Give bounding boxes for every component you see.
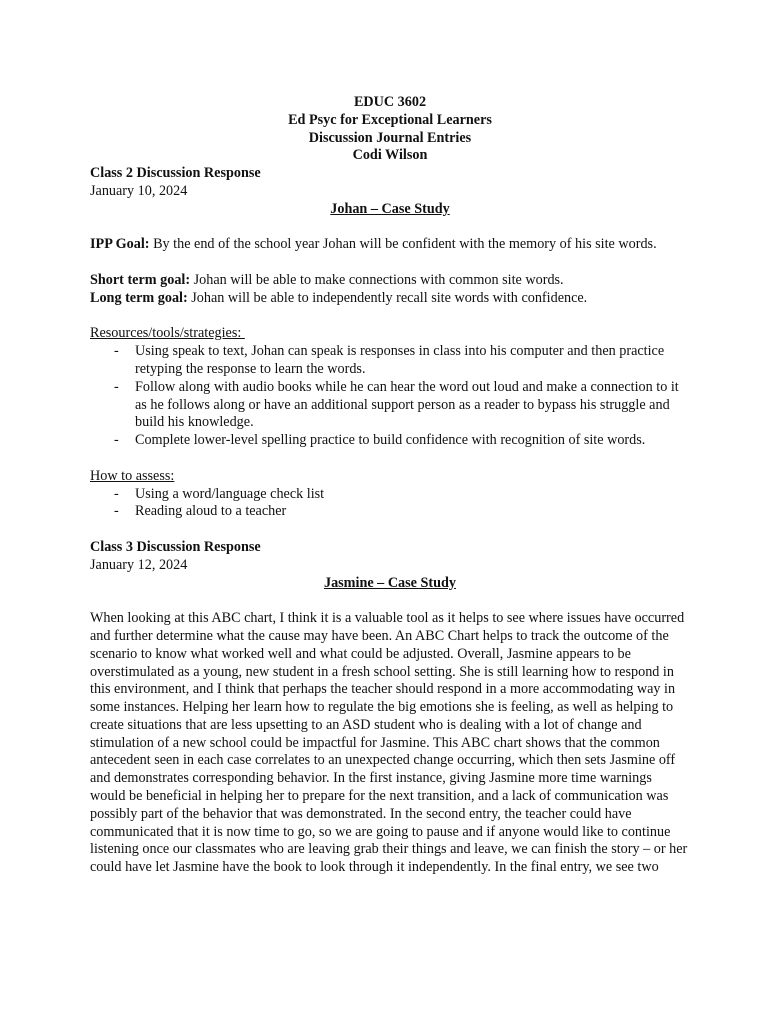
short-term-goal-text: Johan will be able to make connections with common site words. — [190, 271, 564, 288]
document-content — [90, 94, 690, 877]
long-term-goal — [90, 290, 690, 308]
document-title: Discussion Journal Entries — [308, 129, 472, 146]
assess-label: How to assess: — [90, 467, 175, 484]
class2-case-title: Johan – Case Study — [330, 200, 450, 217]
ipp-goal — [90, 236, 690, 254]
long-term-goal-text: Johan will be able to independently recall site words with confidence. — [187, 289, 588, 306]
list-item: - Complete lower-level spelling practice to build confidence with recognition of site words. — [90, 432, 690, 450]
list-item: - Using speak to text, Johan can speak is responses in class into his computer and then practice retyping the response to learn the words. — [90, 343, 690, 379]
class2-heading: Class 2 Discussion Response — [90, 165, 261, 182]
course-title: Ed Psyc for Exceptional Learners — [288, 111, 492, 128]
author-name: Codi Wilson — [352, 147, 428, 164]
class3-case-title: Jasmine – Case Study — [323, 574, 457, 591]
assess-list — [90, 486, 690, 522]
ipp-goal-label: IPP Goal: — [90, 236, 150, 253]
list-item: - Follow along with audio books while he can hear the word out loud and make a connection to it as he follows along or have an additional support person as a reader to bypass his struggle and build his knowledge. — [90, 379, 690, 432]
resources-label: Resources/tools/strategies: — [90, 325, 245, 342]
class3-heading: Class 3 Discussion Response — [90, 538, 261, 555]
course-code: EDUC 3602 — [353, 94, 427, 110]
list-item: - Reading aloud to a teacher — [90, 503, 690, 521]
class3-paragraph: When looking at this ABC chart, I think it is a valuable tool as it helps to see where issues have occurred and further determine what the cause may have been. An ABC Chart helps to track the outcome of the scenario to know what worked well and what could be adjusted. Overall, Jasmine appears to be overstimulated as a young, new student in a fresh school setting. She is still learning how to respond in this environment, and I think that perhaps the teacher should respond in a more accommodating way in some instances. Helping her learn how to regulate the big emotions she is feeling, as well as helping to create situations that are less upsetting to an ASD student who is dealing with a lot of change and stimulation of a new school could be impactful for Jasmine. This ABC chart shows that the common antecedent seen in each case correlates to an unexpected change occurring, which then sets Jasmine off and demonstrates corresponding behavior. In the first instance, giving Jasmine more time warnings would be beneficial in helping her to prepare for the next transition, and a lack of communication was possibly part of the behavior that was demonstrated. In the second entry, the teacher could have communicated that it is now time to go, so we are going to pause and if anyone would like to continue listening once our classmates who are leaving grab their things and leave, we can finish the story – or her could have let Jasmine have the book to look through it independently. In the final entry, we see two — [90, 610, 688, 876]
class3-date: January 12, 2024 — [90, 556, 188, 573]
resources-list — [90, 343, 690, 450]
long-term-goal-label: Long term goal: — [90, 289, 188, 306]
ipp-goal-text: By the end of the school year Johan will be confident with the memory of his site words. — [149, 236, 657, 253]
short-term-goal-label: Short term goal: — [90, 271, 191, 288]
class2-date: January 10, 2024 — [90, 182, 188, 199]
list-item: - Using a word/language check list — [90, 486, 690, 504]
short-term-goal — [90, 272, 690, 290]
